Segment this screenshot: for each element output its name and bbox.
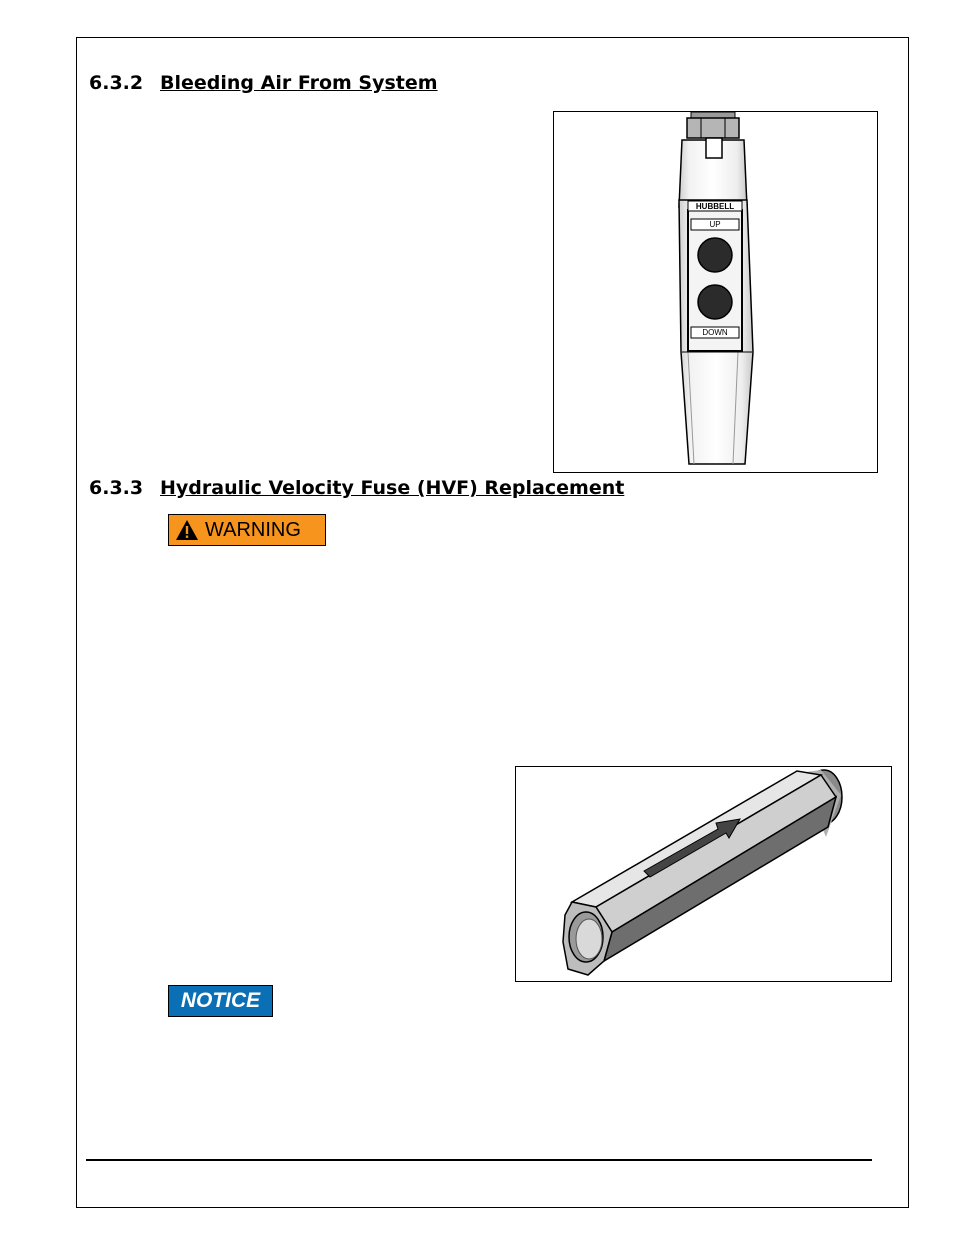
section-number: 6.3.2: [89, 72, 144, 94]
notice-label: [168, 985, 273, 1017]
velocity-fuse-figure: [515, 766, 892, 982]
section-heading-6-3-2: [89, 72, 438, 94]
pendant-down-label: DOWN: [702, 328, 728, 337]
notice-text: NOTICE: [180, 989, 261, 1012]
section-title: Bleeding Air From System: [160, 72, 438, 94]
pendant-brand: HUBBELL: [695, 202, 735, 211]
section-number: 6.3.3: [89, 477, 144, 499]
section-title: Hydraulic Velocity Fuse (HVF) Replacement: [160, 477, 625, 499]
section-heading-6-3-3: [89, 477, 624, 499]
pendant-up-label: UP: [709, 220, 721, 229]
pendant-control-figure: [553, 111, 878, 473]
footer-rule: [86, 1159, 872, 1161]
warning-triangle-icon: [175, 519, 199, 541]
warning-label: [168, 514, 326, 546]
warning-text: WARNING: [205, 518, 301, 541]
